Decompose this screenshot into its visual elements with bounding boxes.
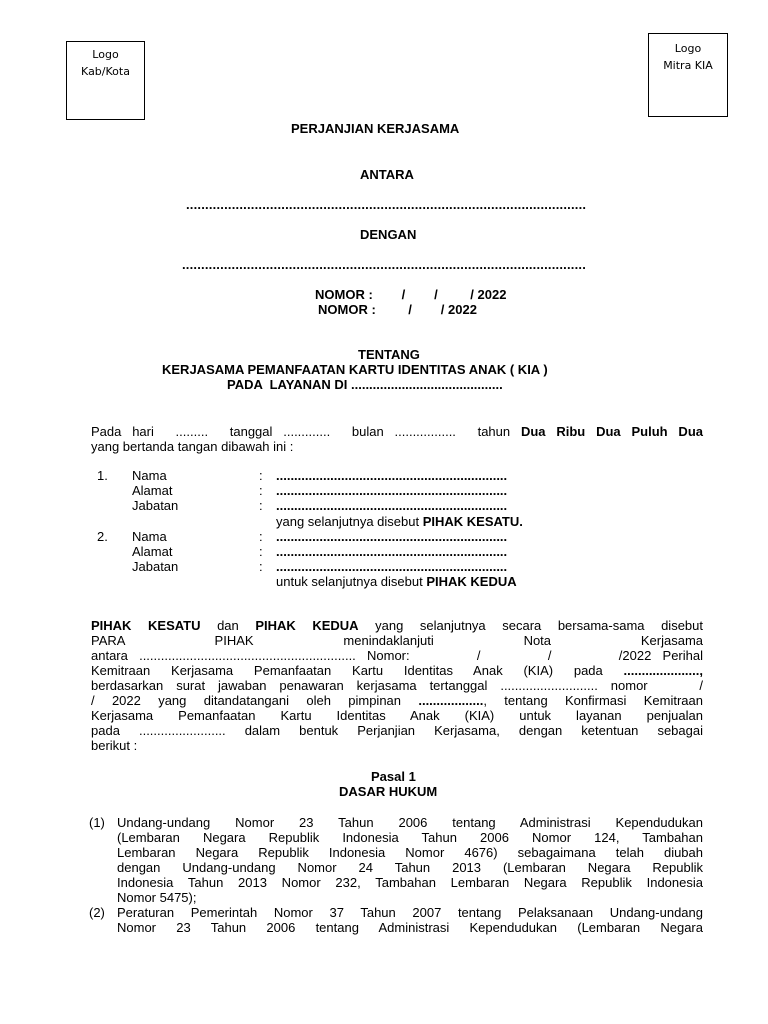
party-2-number: 2. — [97, 529, 108, 544]
body-line-9: berikut : — [91, 738, 138, 753]
party-1-jabatan-label: Jabatan — [132, 498, 179, 513]
pihak-kesatu-term: PIHAK KESATU — [91, 618, 201, 633]
subject-line-2: PADA LAYANAN DI .......................................... — [227, 377, 503, 392]
body-line-4 — [91, 663, 703, 678]
body-line-7: Kerjasama Pemanfaatan Kartu Identitas Anak (KIA) untuk layanan penjualan — [91, 708, 703, 723]
legal-item-1-line-6: Nomor 5475); — [117, 890, 197, 905]
document-title: PERJANJIAN KERJASAMA — [291, 121, 460, 136]
intro-date-text: Pada hari ......... tanggal ............. bulan ................. tahun — [91, 424, 521, 439]
legal-item-1-number: (1) — [89, 815, 105, 830]
legal-item-1-line-3: Lembaran Negara Republik Indonesia Nomor 4676) sebagaimana telah diubah — [117, 845, 703, 860]
body-line-6 — [91, 693, 703, 708]
party-2-jabatan-label: Jabatan — [132, 559, 179, 574]
party-2-colon-2: : — [259, 544, 263, 559]
legal-item-1-line-5: Indonesia Tahun 2013 Nomor 232, Tambahan Lembaran Negara Republik Indonesia — [117, 875, 703, 890]
party-2-role: PIHAK KEDUA — [426, 574, 517, 589]
pihak-kedua-term: PIHAK KEDUA — [255, 618, 359, 633]
party-1-nama-dots: ................................................................ — [276, 468, 508, 483]
logo-kab-kota-placeholder — [66, 41, 145, 120]
intro-year-text: Dua Ribu Dua Puluh Dua — [520, 424, 703, 439]
party-two-dots: .......................................................................................................... — [182, 257, 587, 272]
subject-line-1: KERJASAMA PEMANFAATAN KARTU IDENTITAS ANAK ( KIA ) — [162, 362, 548, 377]
party-2-colon-1: : — [259, 529, 263, 544]
party-2-alamat-label: Alamat — [132, 544, 173, 559]
legal-item-1-line-4: dengan Undang-undang Nomor 24 Tahun 2013 (Lembaran Negara Republik — [117, 860, 703, 875]
party-2-jabatan-dots: ................................................................ — [276, 559, 508, 574]
party-2-note — [276, 574, 517, 589]
legal-item-1-line-2: (Lembaran Negara Republik Indonesia Tahun 2006 Nomor 124, Tambahan — [117, 830, 703, 845]
party-1-role: PIHAK KESATU. — [422, 514, 523, 529]
logo-right-line1: Logo — [674, 42, 702, 55]
party-1-jabatan-dots: ................................................................ — [276, 498, 508, 513]
legal-item-1-line-1: Undang-undang Nomor 23 Tahun 2006 tentang Administrasi Kependudukan — [117, 815, 703, 830]
party-1-note-text: yang selanjutnya disebut — [276, 514, 423, 529]
logo-left-line1: Logo — [92, 48, 119, 61]
pasal-title: Pasal 1 — [371, 769, 416, 784]
party-2-note-text: untuk selanjutnya disebut — [276, 574, 427, 589]
party-one-dots: ......................................................................................................... — [186, 197, 587, 212]
body-line-6-text: / 2022 yang ditandatangani oleh pimpinan — [91, 693, 419, 708]
logo-right-line2: Mitra KIA — [663, 59, 713, 72]
body-conj: dan — [200, 618, 256, 633]
nomor-line-2: NOMOR : / / 2022 — [318, 302, 477, 317]
body-line-5: berdasarkan surat jawaban penawaran kerjasama tertanggal ........................... nomor / — [91, 678, 703, 693]
logo-left-line2: Kab/Kota — [81, 65, 130, 78]
legal-item-2-number: (2) — [89, 905, 105, 920]
nomor-line-1: NOMOR : / / / 2022 — [315, 287, 507, 302]
body-line-1 — [91, 618, 703, 633]
party-1-number: 1. — [97, 468, 108, 483]
party-1-alamat-label: Alamat — [132, 483, 173, 498]
dengan-heading: DENGAN — [360, 227, 417, 242]
body-line-2: PARA PIHAK menindaklanjuti Nota Kerjasama — [91, 633, 703, 648]
legal-item-2-line-2: Nomor 23 Tahun 2006 tentang Administrasi Kependudukan (Lembaran Negara — [117, 920, 703, 935]
party-2-nama-dots: ................................................................ — [276, 529, 508, 544]
party-2-colon-3: : — [259, 559, 263, 574]
body-line-1-rest: yang selanjutnya secara bersama-sama disebut — [358, 618, 703, 633]
pasal-subtitle: DASAR HUKUM — [339, 784, 438, 799]
party-1-alamat-dots: ................................................................ — [276, 483, 508, 498]
body-line-3: antara ............................................................ Nomor: / / /2022 Perihal — [91, 648, 703, 663]
tentang-heading: TENTANG — [358, 347, 420, 362]
party-1-colon-1: : — [259, 468, 263, 483]
party-2-nama-label: Nama — [132, 529, 167, 544]
party-2-alamat-dots: ................................................................ — [276, 544, 508, 559]
intro-line-2: yang bertanda tangan dibawah ini : — [91, 439, 294, 454]
body-line-8: pada ........................ dalam bentuk Perjanjian Kerjasama, dengan ketentuan sebagai — [91, 723, 703, 738]
body-line-6-rest: , tentang Konfirmasi Kemitraan — [483, 693, 703, 708]
body-line-4-dots: ....................., — [623, 663, 703, 678]
party-1-colon-2: : — [259, 483, 263, 498]
legal-item-2-line-1: Peraturan Pemerintah Nomor 37 Tahun 2007 tentang Pelaksanaan Undang-undang — [117, 905, 703, 920]
body-line-6-dots: .................. — [418, 693, 484, 708]
body-line-4-text: Kemitraan Kerjasama Pemanfaatan Kartu Identitas Anak (KIA) pada — [91, 663, 624, 678]
antara-heading: ANTARA — [360, 167, 414, 182]
party-1-note — [276, 514, 523, 529]
party-1-colon-3: : — [259, 498, 263, 513]
party-1-nama-label: Nama — [132, 468, 167, 483]
logo-mitra-kia-placeholder — [648, 33, 728, 117]
intro-line-1 — [91, 424, 703, 439]
